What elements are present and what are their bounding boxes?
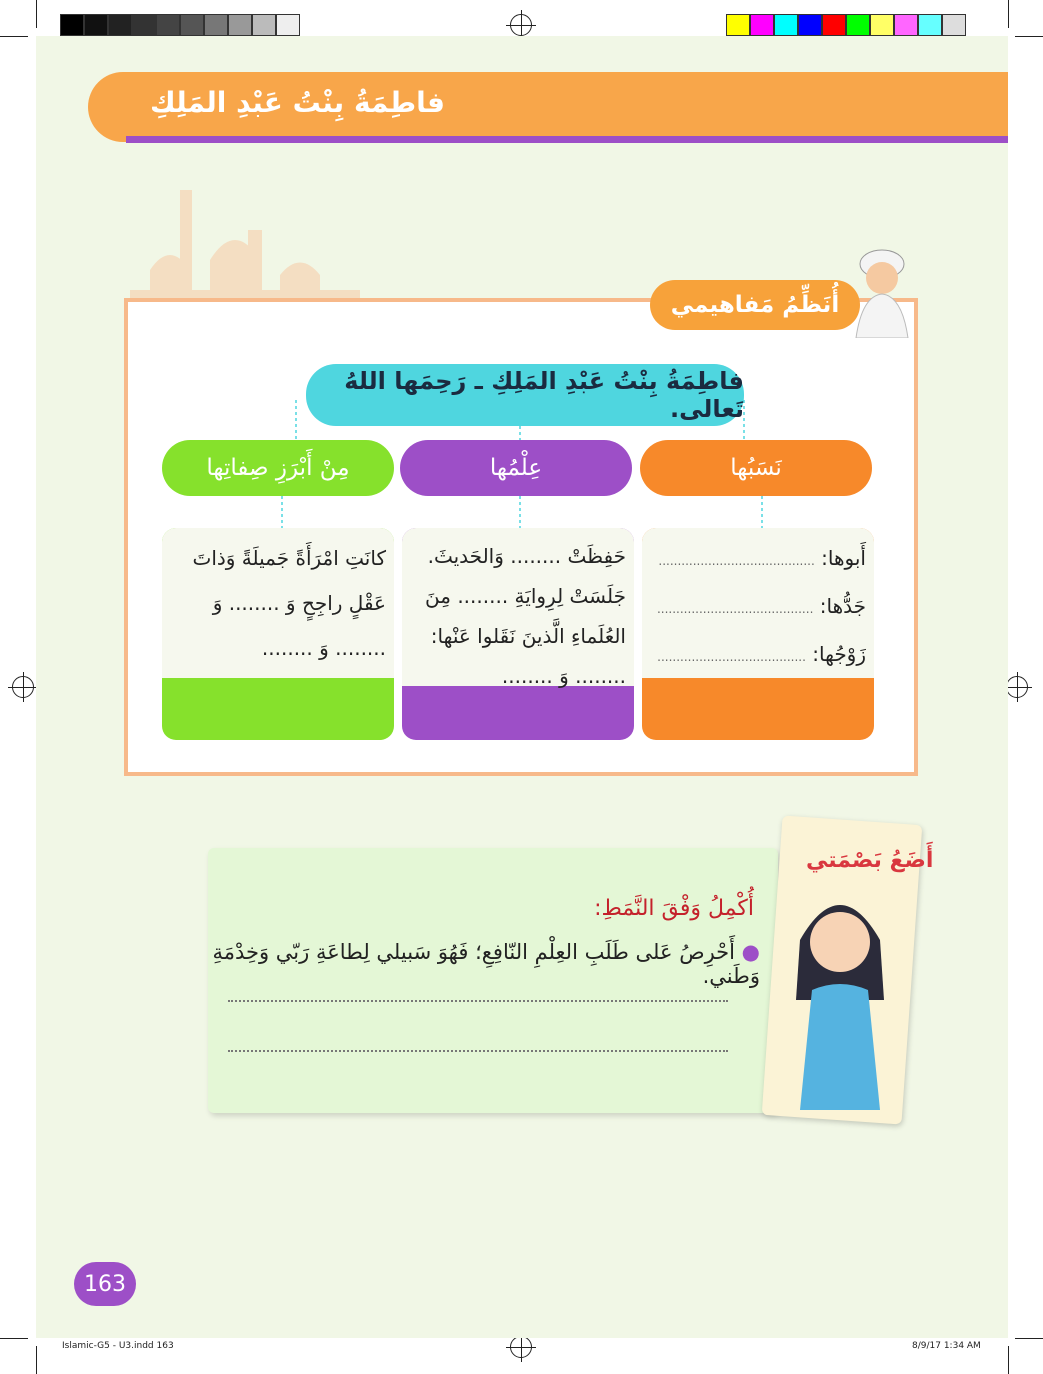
answer-line[interactable] [228,1048,728,1052]
registration-swatch [798,14,822,36]
crop-mark [0,36,28,37]
knowledge-line-1: حَفِظَتْ ........ وَالحَديثَ. [427,544,626,568]
crop-mark [36,1346,37,1374]
answer-line[interactable] [228,998,728,1002]
crop-mark [36,0,37,28]
lineage-husband: زَوْجُها: [805,642,866,666]
activity-bullet-text: أَحْرِصُ عَلى طَلَبِ العِلْمِ النّافِعِ؛ فَهُوَ سَبيلي لِطاعَةِ رَبّي وَخِدْمَةِ وَطَني. [212,940,760,988]
crop-mark [1008,1346,1009,1374]
traits-line-1: كانَتِ امْرَأَةً جَميلَةً وَذاتَ [192,546,386,570]
page-title: فاطِمَةُ بِنْتُ عَبْدِ المَلِكِ [150,86,445,119]
knowledge-line-3: العُلَماءِ الَّذينَ نَقَلوا عَنْها: [430,624,626,648]
registration-swatch [726,14,750,36]
registration-swatch [774,14,798,36]
lineage-father: أَبوها: [814,546,866,570]
traits-line-3: ........ وَ ........ [261,636,386,660]
registration-swatch [942,14,966,36]
traits-line-2: عَقْلٍ راجِحٍ وَ ........ وَ [212,591,386,615]
registration-swatch [918,14,942,36]
mosque-silhouette-icon [130,180,360,300]
card-knowledge [402,528,634,740]
crop-mark [1008,0,1009,28]
slug-left: Islamic-G5 - U3.indd 163 [62,1341,174,1351]
knowledge-line-2: جَلَسَتْ لِرِوايَةِ ........ مِنَ [425,584,626,608]
card-traits [162,528,394,740]
section-tag: أُنَظِّمُ مَفاهيمي [650,280,860,330]
registration-strip-color [726,14,966,36]
activity-bullet: ● أَحْرِصُ عَلى طَلَبِ العِلْمِ النّافِعِ؛ فَهُوَ سَبيلي لِطاعَةِ رَبّي وَخِدْمَةِ وَطَني. [212,940,760,988]
knowledge-line-4: ........ وَ ........ [501,664,626,688]
card-lineage: أَبوها: ......................................... جَدُّها: ......................................... زَوْجُها: ....................................... [642,528,874,740]
page-number: 163 [74,1262,136,1306]
activity-heading: أُكْمِلُ وَفْقَ النَّمَطِ: [594,896,754,921]
registration-swatch [750,14,774,36]
registration-swatch [822,14,846,36]
registration-target-icon [12,676,34,698]
activity-note [208,848,778,1113]
crop-mark [1015,1338,1043,1339]
crop-mark [1015,36,1043,37]
main-topic: فاطِمَةُ بِنْتُ عَبْدِ المَلِكِ ـ رَحِمَها اللهُ تَعالى. [306,364,744,426]
girl-character-icon [780,880,900,1110]
registration-target-icon [510,1336,532,1358]
title-underline [126,136,1008,143]
category-traits: مِنْ أَبْرَزِ صِفاتِها [162,440,394,496]
registration-target-icon [510,14,532,36]
boy-character-icon [842,238,922,338]
category-knowledge: عِلْمُها [400,440,632,496]
lineage-grandfather: جَدُّها: [813,594,866,618]
registration-strip-gray [60,14,300,36]
crop-mark [0,1338,28,1339]
slug-right: 8/9/17 1:34 AM [912,1341,981,1351]
activity-label: أَضَعُ بَصْمَتي [806,848,934,873]
registration-swatch [894,14,918,36]
registration-swatch [846,14,870,36]
registration-swatch [870,14,894,36]
category-lineage: نَسَبُها [640,440,872,496]
registration-target-icon [1006,676,1028,698]
